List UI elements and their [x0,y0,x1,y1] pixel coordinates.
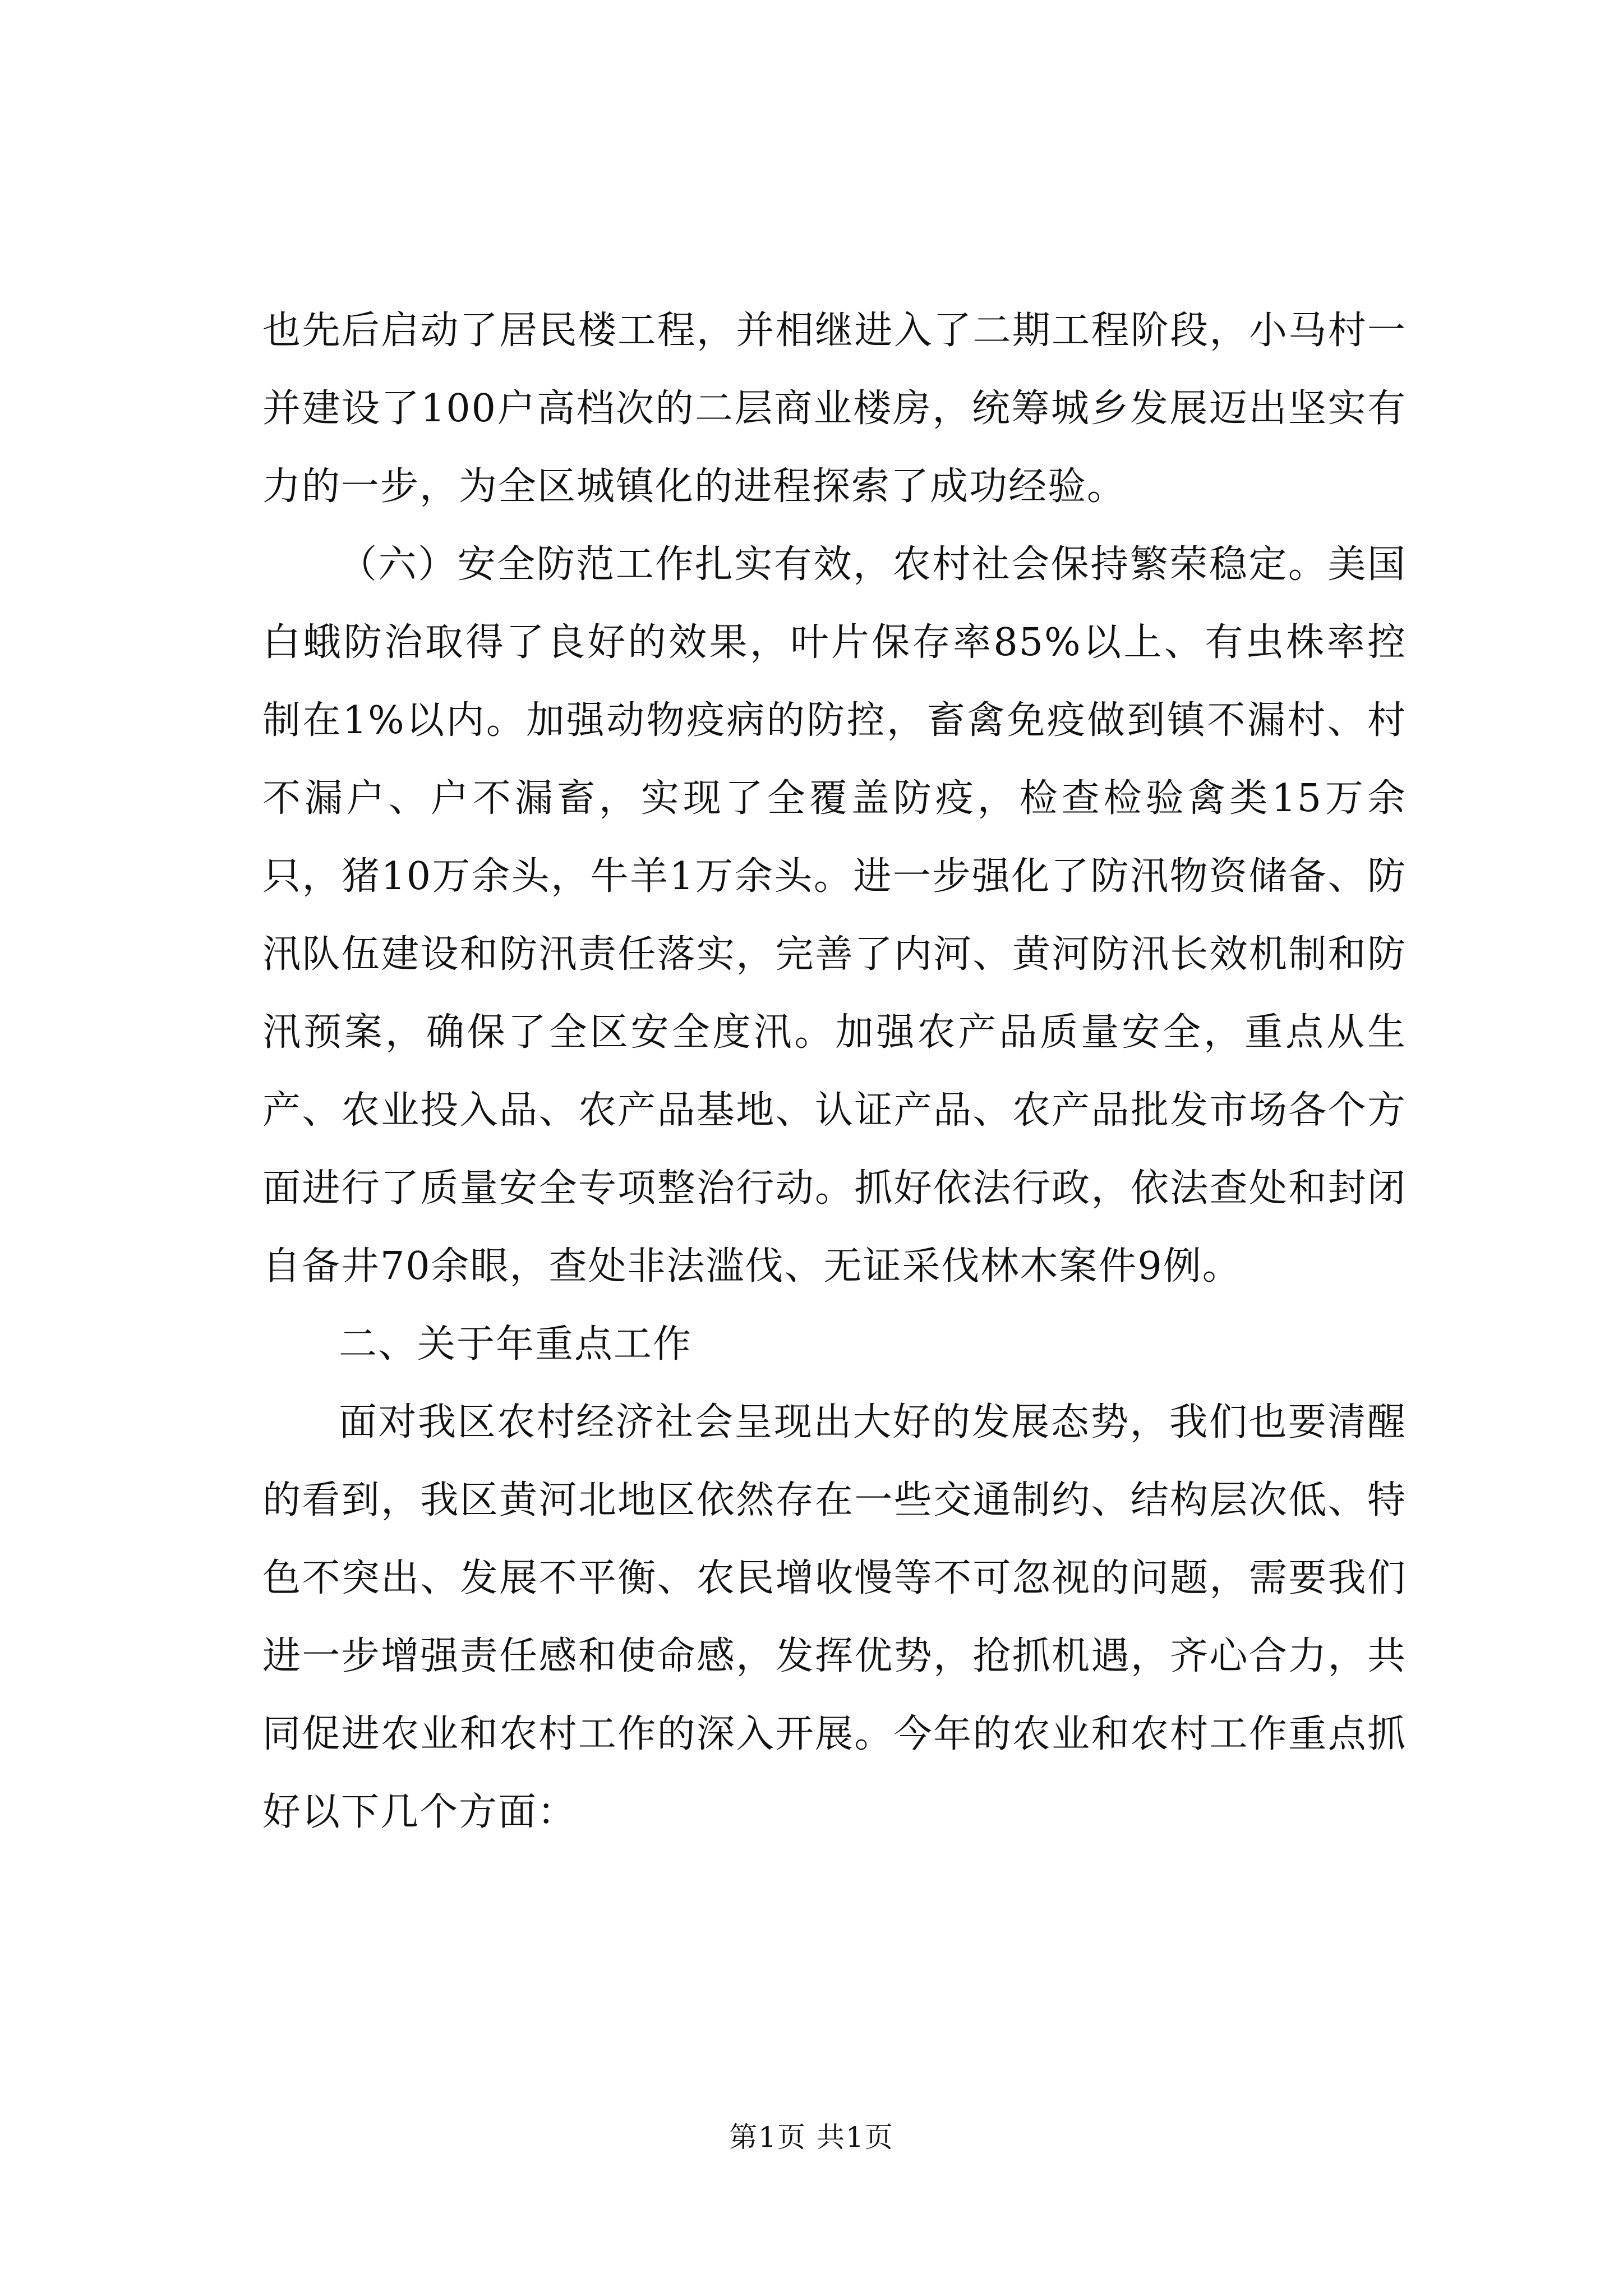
key-work-paragraph: 面对我区农村经济社会呈现出大好的发展态势，我们也要清醒的看到，我区黄河北地区依然存在一些交通制约、结构层次低、特色不突出、发展不平衡、农民增收慢等不可忽视的问题，需要我们进一步增强责任感和使命感，发挥优势，抢抓机遇，齐心合力，共同促进农业和农村工作的深入开展。今年的农业和农村工作重点抓好以下几个方面： [262,1400,1407,1834]
page-number-footer: 第1页 共1页 [729,2121,894,2154]
section-two-heading: 二、关于年重点工作 [339,1322,693,1366]
safety-work-paragraph: （六）安全防范工作扎实有效，农村社会保持繁荣稳定。美国白蛾防治取得了良好的效果，叶片保存率85%以上、有虫株率控制在1%以内。加强动物疫病的防控，畜禽免疫做到镇不漏村、村不漏户、户不漏畜，实现了全覆盖防疫，检查检验禽类15万余只，猪10万余头，牛羊1万余头。进一步强化了防汛物资储备、防汛队伍建设和防汛责任落实，完善了内河、黄河防汛长效机制和防汛预案，确保了全区安全度汛。加强农产品质量安全，重点从生产、农业投入品、农产品基地、认证产品、农产品批发市场各个方面进行了质量安全专项整治行动。抓好依法行政，依法查处和封闭自备井70余眼，查处非法滥伐、无证采伐林木案件9例。 [262,542,1407,1289]
continuation-paragraph: 也先后启动了居民楼工程，并相继进入了二期工程阶段，小马村一并建设了100户高档次的二层商业楼房，统筹城乡发展迈出坚实有力的一步，为全区城镇化的进程探索了成功经验。 [262,309,1407,509]
document-body [262,292,1407,1851]
